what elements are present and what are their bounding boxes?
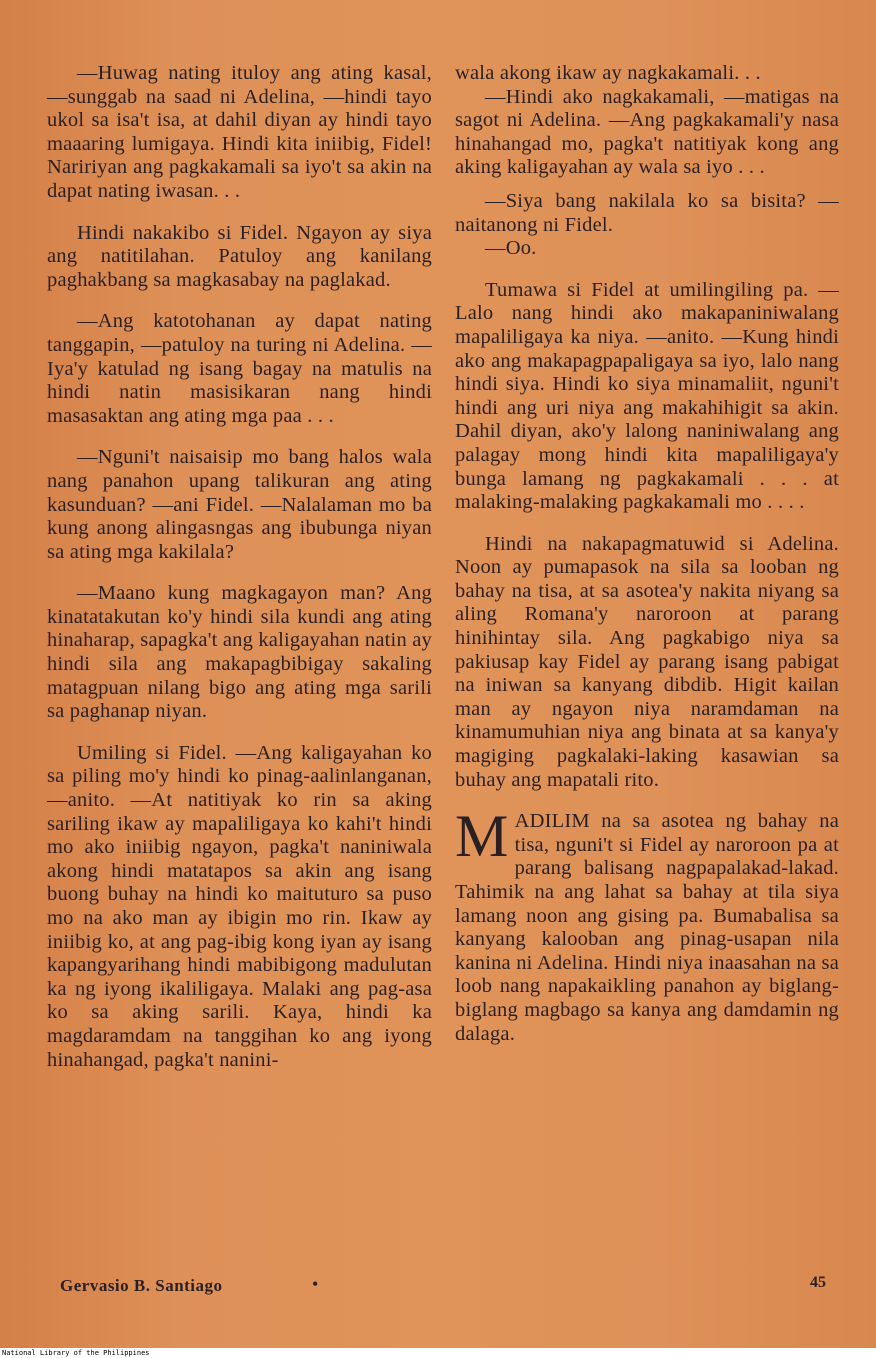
library-credit: National Library of the Philippines	[0, 1348, 876, 1358]
paragraph: —Hindi ako nagkakamali, —matigas na sagot ni Adelina. —Ang pagkakamali'y nasa hinahangad mo, pagka't natitiyak kong ang aking kaligayahan ay wala sa iyo . . .	[455, 85, 839, 179]
paragraph: —Maano kung magkagayon man? Ang kinatatakutan ko'y hindi sila kundi ang ating hinaharap, sapagka't ang kaligayahan natin ay hindi sila ang makapagbibigay sakaling matagpuan nilang bigo ang ating mga sarili sa paghanap niyan.	[47, 582, 432, 723]
paragraph: —Huwag nating ituloy ang ating kasal, —sunggab na saad ni Adelina, —hindi tayo ukol sa isa't isa, at dahil diyan ay hindi tayo maaaring lumigaya. Hindi kita iniibig, Fidel! Naririyan ang pagkakamali sa iyo't sa akin na dapat nating iwasan. . .	[47, 62, 432, 202]
footer-bullet: •	[312, 1274, 319, 1294]
paragraph-continuation: wala akong ikaw ay nagkakamali. . .	[455, 62, 761, 84]
drop-cap-initial: M	[455, 803, 509, 870]
dropcap-paragraph-text: ADILIM na sa asotea ng bahay na tisa, nguni't si Fidel ay naroroon pa at parang balisang nagpapalakad-lakad. Tahimik na ang lahat sa bahay at tila siya lamang noon ang gising pa. Bumabalisa sa kanyang kalooban ang pinag-usapan nila kanina ni Adelina. Hindi niya inaasahan na sa loob nang napakaikling panahon ay biglang-biglang magbago sa kanya ang damdamin ng dalaga.	[455, 810, 839, 1045]
paragraph: Hindi nakakibo si Fidel. Ngayon ay siya ang natitilahan. Patuloy ang kanilang paghakbang sa magkasabay na paglakad.	[47, 221, 432, 291]
page-number: 45	[810, 1274, 826, 1291]
paragraph: Tumawa si Fidel at umilingiling pa. —Lalo nang hindi ako makapaniniwalang mapaliligaya ka niya. —anito. —Kung hindi ako ang makapagpapaligaya sa iyo, lalo nang hindi siya. Hindi ko siya minamaliit, nguni't hindi ang uri niya ang makahihigit sa akin. Dahil diyan, ako'y lalong naniniwalang ang palagay mong hindi kita mapaliligaya'y bunga lamang ng pagkakamali . . . at malaking-malaking pagkakamali mo . . . .	[455, 278, 839, 514]
left-text-column	[47, 62, 432, 1072]
paragraph: —Siya bang nakilala ko sa bisita? —naitanong ni Fidel.	[455, 189, 839, 236]
paragraph: Hindi na nakapagmatuwid si Adelina. Noon ay pumapasok na sila sa looban ng bahay na tisa, at sa asotea'y nakita niyang sa aling Romana'y naroroon at parang hinihintay sila. Ang pagkabigo niya sa pakiusap kay Fidel ay parang isang pabigat na iniwan sa kanyang dibdib. Higit kailan man ay ngayon niya naramdaman na kinamumuhian niya ang binata at sa kanya'y magiging pagkalaki-laking kasawian sa buhay ang mapatali rito.	[455, 532, 839, 791]
paragraph: —Ang katotohanan ay dapat nating tanggapin, —patuloy na turing ni Adelina. —Iya'y katulad ng isang bagay na matulis na hindi natin masisikaran nang hindi masasaktan ang ating mga paa . . .	[47, 310, 432, 427]
paragraph: Umiling si Fidel. —Ang kaligayahan ko sa piling mo'y hindi ko pinag-aalinlanganan, —anito. —At natitiyak ko rin sa aking sariling ikaw ay mapaliligaya ko kahi't hindi mo ako iniibig ngayon, pagka't naniniwala akong hindi matatapos sa akin ang isang buong buhay na hindi ko maituturo sa puso mo na ako man ay ibigin mo rin. Ikaw ay iniibig ko, at ang pag-ibig kong iyan ay isang kapangyarihang hindi mabibigong madulutan ka ng iyong ikaliligaya. Malaki ang pag-asa ko sa aking sarili. Kaya, hindi ka magdaramdam na tanggihan ko ang iyong hinahangad, pagka't nanini-	[47, 741, 432, 1071]
footer-author: Gervasio B. Santiago	[60, 1276, 223, 1295]
paragraph: —Nguni't naisaisip mo bang halos wala nang panahon upang talikuran ang ating kasunduan? —ani Fidel. —Nalalaman mo ba kung anong alingasngas ang ibubunga niyan sa ating mga kakilala?	[47, 446, 432, 563]
right-text-column	[455, 62, 839, 1046]
dropcap-paragraph	[455, 803, 839, 1046]
paragraph: —Oo.	[485, 237, 537, 260]
